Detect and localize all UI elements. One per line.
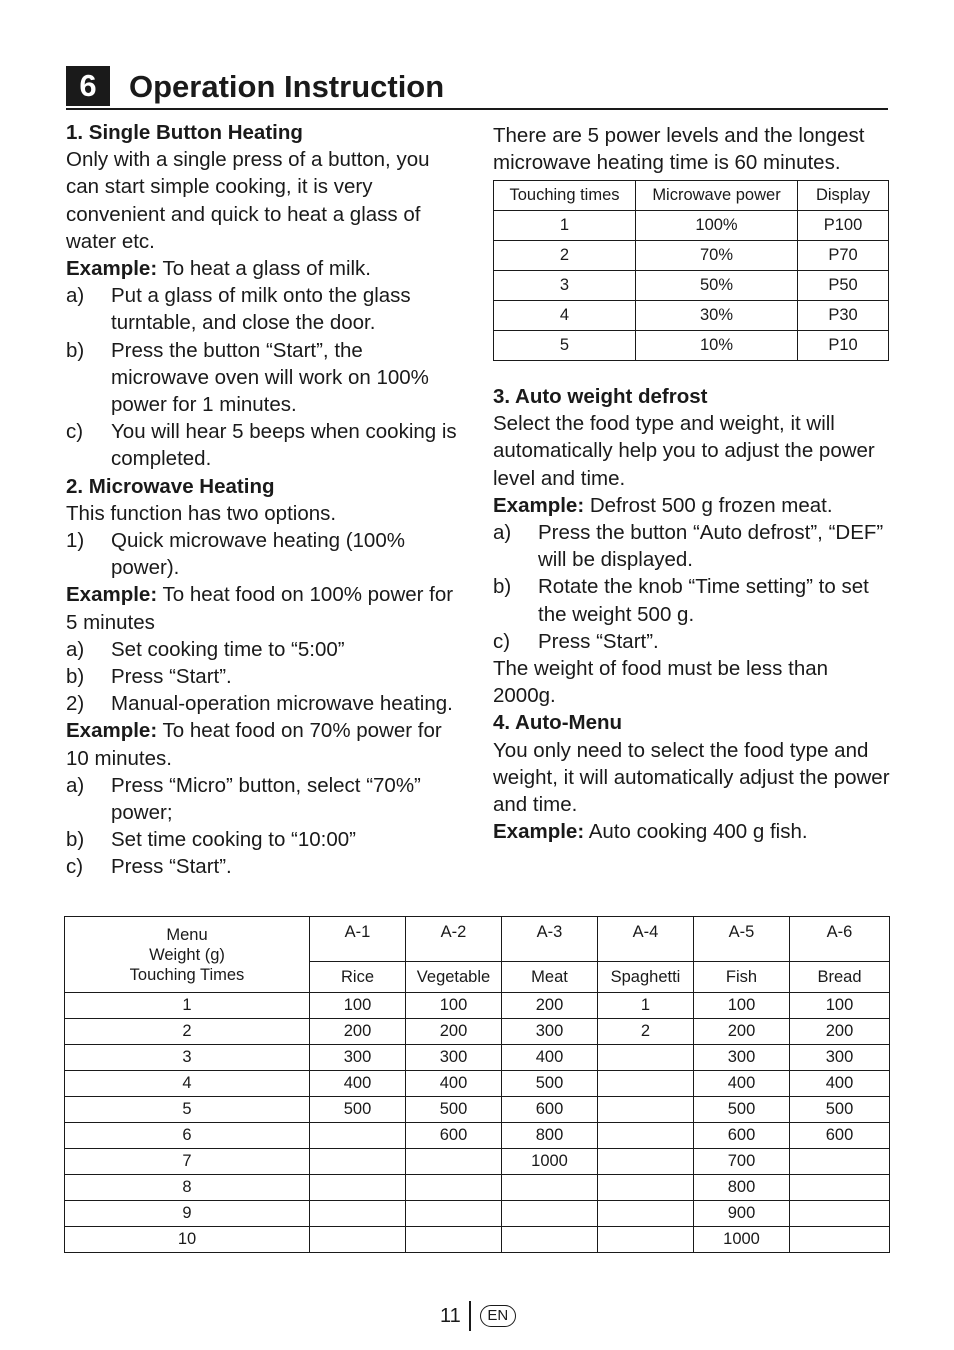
table-cell: 400 [310,1071,406,1097]
list-text: You will hear 5 beeps when cooking is completed. [111,420,457,471]
table-header-cell: Fish [694,962,790,993]
example-label: Example: [66,719,158,743]
table-cell: 100% [636,211,798,241]
power-levels-intro: There are 5 power levels and the longest microwave heating time is 60 minutes. [493,124,865,175]
table-cell: 300 [406,1045,502,1071]
table-cell: 1 [65,993,310,1019]
table-cell: 4 [65,1071,310,1097]
list-item [66,853,466,880]
table-cell: 1000 [694,1227,790,1253]
list-item [66,337,466,419]
table-header-cell: Rice [310,962,406,993]
table-header-cell: A-6 [790,917,890,962]
table-cell [502,1201,598,1227]
table-cell: 2 [598,1019,694,1045]
table-cell: 30% [636,301,798,331]
table-cell [598,1045,694,1071]
table-cell: 500 [694,1097,790,1123]
table-cell: 100 [406,993,502,1019]
list-marker: 2) [66,692,85,716]
table-cell: 4 [494,301,636,331]
table-cell: 200 [310,1019,406,1045]
auto-menu-table [64,916,890,1253]
table-cell [310,1201,406,1227]
table-cell [310,1149,406,1175]
list-text: Put a glass of milk onto the glass turntable, and close the door. [111,284,411,335]
corner-label-menu: Menu [166,925,208,944]
table-cell: P10 [798,331,889,361]
table-cell [598,1071,694,1097]
table-cell: 2 [494,241,636,271]
table-header-cell: A-5 [694,917,790,962]
list-marker: a) [66,284,85,308]
list-text: Set cooking time to “5:00” [111,637,345,661]
corner-label-weight: Weight (g) [149,945,225,964]
table-cell: 200 [406,1019,502,1045]
list-item [493,573,893,627]
table-cell: 70% [636,241,798,271]
table-cell [502,1227,598,1253]
table-cell [310,1123,406,1149]
table-header-cell: Meat [502,962,598,993]
table-cell [598,1097,694,1123]
list-text: Set time cooking to “10:00” [111,828,356,852]
table-cell: 8 [65,1175,310,1201]
table-cell: 600 [790,1123,890,1149]
section-number: 6 [66,66,110,106]
table-cell: 5 [494,331,636,361]
table-cell [790,1227,890,1253]
table-row [65,1071,890,1097]
table-cell [598,1227,694,1253]
table-cell: P30 [798,301,889,331]
table-cell: 6 [65,1123,310,1149]
table-header-cell: A-3 [502,917,598,962]
list-item [66,826,466,853]
list-text: Press “Micro” button, select “70%” power; [111,773,421,825]
table-cell [406,1175,502,1201]
list-text: Press the button “Auto defrost”, “DEF” will be displayed. [538,521,884,572]
table-cell [598,1149,694,1175]
manual-heating-example [66,717,466,771]
table-cell: 800 [694,1175,790,1201]
table-cell [406,1149,502,1175]
table-cell: 100 [694,993,790,1019]
list-text: Quick microwave heating (100% power). [111,529,405,580]
table-cell: 300 [502,1019,598,1045]
list-text: Rotate the knob “Time setting” to set the weight 500 g. [538,575,869,626]
example-label: Example: [66,257,158,281]
list-marker: b) [66,338,85,362]
table-cell [598,1201,694,1227]
page-number: 11 [440,1304,461,1327]
list-item [66,663,466,690]
table-cell: 500 [310,1097,406,1123]
table-header-row [65,917,890,962]
list-item [493,628,893,655]
table-cell: 800 [502,1123,598,1149]
left-column [66,119,466,881]
table-cell: 400 [406,1071,502,1097]
table-cell: 1 [494,211,636,241]
power-table [493,180,889,361]
table-cell [790,1175,890,1201]
table-cell: 1 [598,993,694,1019]
example-text: Auto cooking 400 g fish. [584,820,808,844]
list-item [66,282,466,336]
list-marker: b) [493,575,512,599]
list-text: Press “Start”. [538,629,659,653]
table-header-cell: A-4 [598,917,694,962]
table-cell: 2 [65,1019,310,1045]
table-header-cell: Spaghetti [598,962,694,993]
table-row [65,1227,890,1253]
list-text: Press “Start”. [111,855,232,879]
table-cell: P50 [798,271,889,301]
power-intro-block [493,122,893,176]
table-cell [598,1123,694,1149]
table-header-row [494,181,889,211]
table-row [65,1019,890,1045]
corner-label-touching-times: Touching Times [129,965,245,984]
right-column [493,383,893,845]
list-marker: c) [493,629,511,653]
table-cell: 1000 [502,1149,598,1175]
footer-divider [469,1301,471,1331]
example-text: To heat food on 100% power for 5 minutes [66,583,454,634]
list-item [66,527,466,581]
table-cell [598,1175,694,1201]
example-text: To heat a glass of milk. [157,257,371,281]
defrost-example [493,492,893,519]
table-cell: 3 [494,271,636,301]
table-cell: 200 [502,993,598,1019]
list-marker: b) [66,665,85,689]
microwave-heating-intro: This function has two options. [66,501,337,525]
table-row [65,1123,890,1149]
table-row [494,331,889,361]
table-row [494,211,889,241]
table-row [65,1175,890,1201]
example-label: Example: [66,583,158,607]
auto-weight-defrost-heading: 3. Auto weight defrost [493,385,708,408]
microwave-heating-heading: 2. Microwave Heating [66,474,275,498]
single-button-example [66,255,466,282]
table-cell: 400 [502,1045,598,1071]
list-marker: c) [66,855,84,879]
list-marker: 1) [66,529,85,553]
table-row [65,1149,890,1175]
list-marker: a) [493,521,512,545]
section-header [66,66,888,110]
list-marker: a) [66,773,85,797]
table-row [494,301,889,331]
table-row [65,1097,890,1123]
table-cell: 100 [790,993,890,1019]
single-button-heading: 1. Single Button Heating [66,121,303,144]
table-row [65,1045,890,1071]
table-cell: 10 [65,1227,310,1253]
page-title: Operation Instruction [129,69,445,104]
page-footer [440,1300,516,1330]
auto-menu-intro: You only need to select the food type and weight, it will automatically adjust the power and time. [493,738,890,817]
table-cell: 500 [790,1097,890,1123]
list-item [66,772,466,826]
example-label: Example: [493,493,585,517]
table-cell: 300 [694,1045,790,1071]
table-cell: 400 [790,1071,890,1097]
table-cell: 500 [406,1097,502,1123]
single-button-intro: Only with a single press of a button, you can start simple cooking, it is very convenient and quick to heat a glass of water etc. [66,148,430,253]
table-cell [790,1149,890,1175]
table-header-cell: Bread [790,962,890,993]
table-cell: 500 [502,1071,598,1097]
table-cell: 700 [694,1149,790,1175]
table-cell: 200 [790,1019,890,1045]
list-item [66,418,466,472]
table-row [494,241,889,271]
table-cell: 900 [694,1201,790,1227]
auto-menu-heading: 4. Auto-Menu [493,711,623,735]
list-marker: b) [66,828,85,852]
table-cell: 5 [65,1097,310,1123]
table-header-cell: A-2 [406,917,502,962]
list-text: Manual-operation microwave heating. [111,692,453,716]
table-cell: P70 [798,241,889,271]
example-text: Defrost 500 g frozen meat. [584,493,833,517]
list-marker: a) [66,637,85,661]
example-text: To heat food on 70% power for 10 minutes. [66,719,442,770]
table-row [494,271,889,301]
table-cell: 50% [636,271,798,301]
example-label: Example: [493,820,585,844]
list-text: Press the button “Start”, the microwave oven will work on 100% power for 1 minutes. [111,338,429,417]
table-cell: 100 [310,993,406,1019]
defrost-weight-note: The weight of food must be less than 2000g. [493,657,829,708]
table-cell: 9 [65,1201,310,1227]
table-header-cell: Microwave power [636,181,798,211]
table-cell [310,1227,406,1253]
table-row [65,1201,890,1227]
table-cell: 600 [694,1123,790,1149]
table-header-cell: Vegetable [406,962,502,993]
list-text: Press “Start”. [111,665,232,689]
table-cell: 300 [790,1045,890,1071]
auto-weight-defrost-intro: Select the food type and weight, it will automatically help you to adjust the power level and time. [493,412,875,490]
language-badge: EN [480,1305,516,1327]
table-cell [502,1175,598,1201]
table-cell: 200 [694,1019,790,1045]
list-marker: c) [66,420,84,444]
list-item [493,519,893,573]
table-cell: 10% [636,331,798,361]
table-cell: 600 [502,1097,598,1123]
table-cell: 7 [65,1149,310,1175]
table-cell: P100 [798,211,889,241]
table-cell [406,1227,502,1253]
list-item [66,690,466,717]
table-cell [790,1201,890,1227]
table-cell: 300 [310,1045,406,1071]
table-cell: 400 [694,1071,790,1097]
table-header-cell: Touching times [494,181,636,211]
table-row [65,993,890,1019]
table-cell: 600 [406,1123,502,1149]
table-header-cell: Display [798,181,889,211]
quick-heating-example [66,581,466,635]
table-header-cell: A-1 [310,917,406,962]
auto-menu-example [493,818,893,845]
list-item [66,636,466,663]
table-corner-cell [65,917,310,993]
table-cell [310,1175,406,1201]
table-cell: 3 [65,1045,310,1071]
table-cell [406,1201,502,1227]
